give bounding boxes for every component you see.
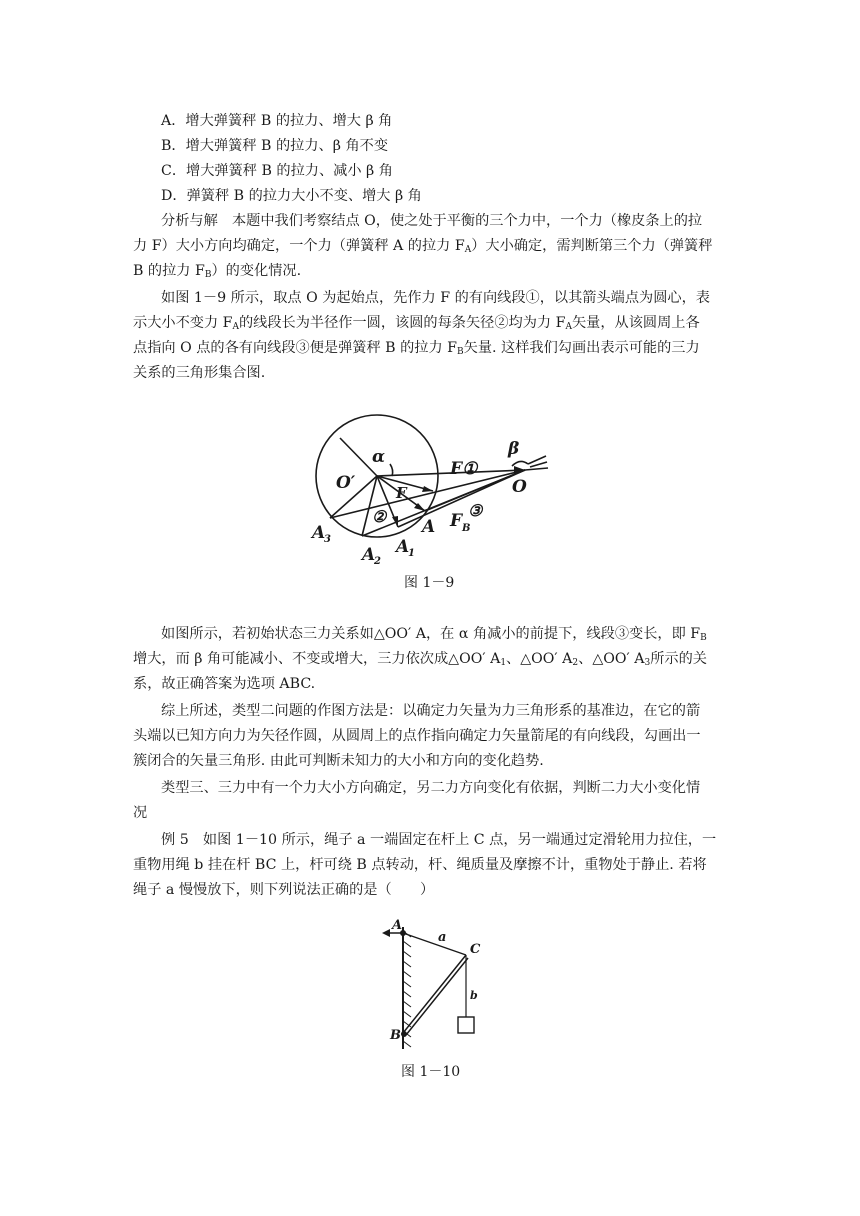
label-three: ③	[468, 501, 483, 520]
figure-1-10-caption: 图 1－10	[401, 1064, 461, 1080]
alpha-arc	[390, 464, 393, 476]
rod-bc-1	[403, 955, 466, 1033]
label-a1: A	[396, 537, 410, 557]
option-b: B．增大弹簧秤 B 的拉力、β 角不变	[161, 138, 389, 154]
para5-line-2: 况	[133, 805, 148, 821]
label-f: F	[396, 484, 407, 502]
label-a3: A	[312, 523, 326, 543]
para2-line-2: 示大小不变力 $F_A$的线段长为半径作一圆，该圆的每条矢径②均为力 $F_A$矢量，从该圆周上各	[133, 315, 700, 332]
label-f-one: F①	[450, 459, 478, 479]
figure-1-9-caption: 图 1－9	[404, 575, 455, 591]
pivot-b	[401, 1031, 407, 1037]
svg-text:1: 1	[408, 548, 415, 559]
label-beta: β	[508, 439, 520, 459]
analysis-line-1: 分析与解 本题中我们考察结点 O，使之处于平衡的三个力中，一个力（橡皮条上的拉	[161, 213, 703, 229]
para5-line-1: 类型三、三力中有一个力大小方向确定，另二力方向变化有依据，判断二力大小变化情	[161, 780, 701, 796]
para3-line-1: 如图所示，若初始状态三力关系如△OO′ A，在 α 角减小的前提下，线段③变长，即 $F_B$	[161, 626, 707, 643]
label-a-rope: a	[438, 930, 447, 945]
svg-text:B: B	[462, 523, 471, 534]
para4-line-3: 簇闭合的矢量三角形. 由此可判断未知力的大小和方向的变化趋势.	[133, 753, 544, 769]
para4-line-1: 综上所述，类型二问题的作图方法是：以确定力矢量为力三角形系的基准边，在它的箭	[161, 703, 701, 719]
para3-line-2: 增大，而 β 角可能减小、不变或增大，三力依次成△OO′ $A_1$、△OO′ $A_2$、△OO′ $A_3$所示的关	[133, 651, 707, 668]
arrowhead-a1	[392, 516, 398, 527]
option-a: A．增大弹簧秤 B 的拉力、增大 β 角	[161, 113, 393, 129]
arrowhead-extra	[422, 486, 433, 492]
weight-block	[458, 1017, 474, 1033]
label-a-point: A	[392, 918, 403, 933]
label-b-point: B	[390, 1028, 401, 1043]
figure-1-10-rod-diagram	[370, 915, 490, 1055]
label-c: C	[470, 942, 481, 957]
label-b-rope: b	[470, 989, 478, 1002]
figure-1-9-vector-diagram	[300, 400, 560, 570]
para3-line-3: 系，故正确答案为选项 ABC.	[133, 676, 316, 692]
analysis-line-3: B 的拉力 $F_B$）的变化情况.	[133, 263, 302, 280]
rubber-band-line	[525, 468, 548, 470]
pull-arrowhead	[382, 929, 390, 937]
example5-line-2: 重物用绳 b 挂在杆 BC 上，杆可绕 B 点转动，杆、绳质量及摩擦不计，重物处于静止. 若将	[133, 857, 707, 873]
label-two: ②	[372, 507, 387, 526]
label-o: O	[512, 477, 527, 497]
para2-line-3: 点指向 O 点的各有向线段③便是弹簧秤 B 的拉力 $F_B$矢量. 这样我们勾画出表示可能的三力	[133, 340, 700, 357]
example5-line-1: 例 5 如图 1－10 所示，绳子 a 一端固定在杆上 C 点，另一端通过定滑轮用力拉住，一	[161, 832, 717, 848]
option-c: C．增大弹簧秤 B 的拉力、减小 β 角	[161, 163, 393, 179]
svg-text:3: 3	[324, 534, 331, 545]
para2-line-1: 如图 1－9 所示，取点 O 为起始点，先作力 F 的有向线段①，以其箭头端点为圆心，表	[161, 290, 710, 306]
para2-line-4: 关系的三角形集合图.	[133, 365, 266, 381]
option-d: D．弹簧秤 B 的拉力大小不变、增大 β 角	[161, 188, 422, 204]
analysis-line-2: 力 F）大小方向均确定，一个力（弹簧秤 A 的拉力 $F_A$）大小确定，需判断第三个力（弹簧秤	[133, 238, 713, 255]
svg-text:2: 2	[374, 556, 381, 567]
rod-bc-2	[406, 958, 468, 1035]
example5-line-3: 绳子 a 慢慢放下，则下列说法正确的是（ ）	[133, 882, 435, 898]
label-a2: A	[362, 545, 376, 565]
radius-to-a2	[362, 476, 377, 536]
rope-a	[403, 933, 466, 955]
label-fb: F	[450, 511, 463, 531]
label-o-prime: O′	[336, 473, 356, 493]
para4-line-2: 头端以已知方向力为矢径作圆，从圆周上的点作指向确定力矢量箭尾的有向线段，勾画出一	[133, 728, 701, 744]
label-a: A	[422, 517, 436, 537]
beta-arc	[512, 461, 528, 466]
label-alpha: α	[372, 447, 386, 467]
